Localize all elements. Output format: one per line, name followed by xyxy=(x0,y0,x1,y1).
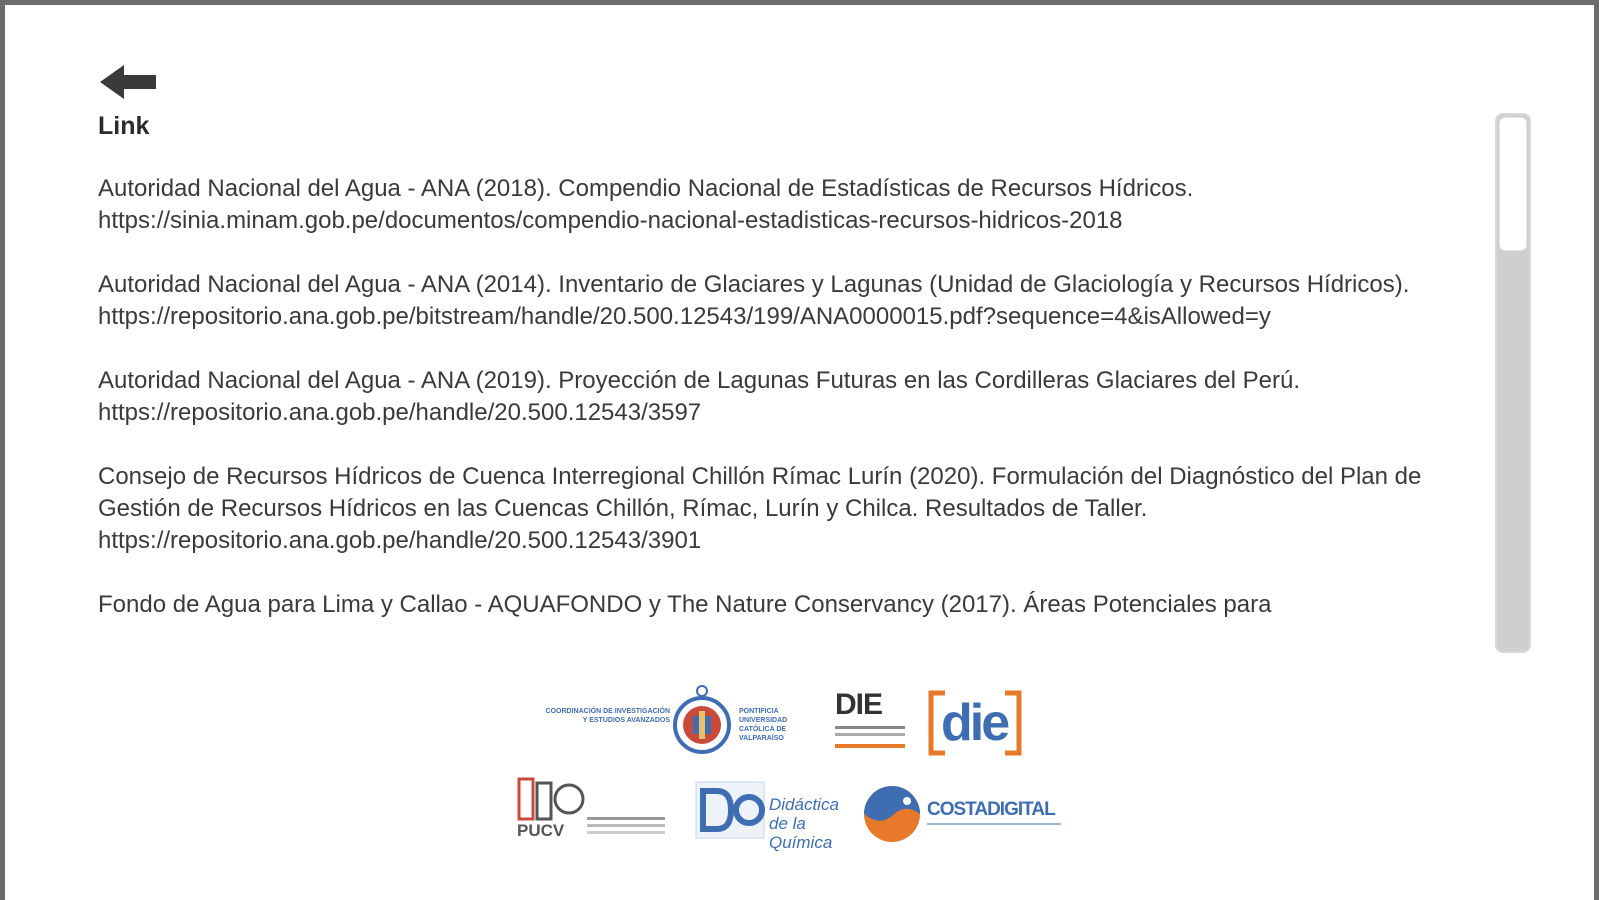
pucv-research-left-text: COORDINACIÓN DE INVESTIGACIÓN Y ESTUDIOS AVANZADOS xyxy=(545,708,670,724)
sponsor-logos xyxy=(5,685,1599,875)
pucv-research-right-text: PONTIFICIA UNIVERSIDAD CATÓLICA DE VALPARAÍSO xyxy=(739,708,788,742)
reference-item: Fondo de Agua para Lima y Callao - AQUAFONDO y The Nature Conservancy (2017). Áreas Potenciales para xyxy=(98,591,1272,618)
reference-item: Autoridad Nacional del Agua - ANA (2018). Compendio Nacional de Estadísticas de Recursos Hídricos. https://sinia.minam.gob.pe/documentos/compendio-nacional-estadisticas-recursos-hidricos-2018 xyxy=(98,175,1194,234)
pucv-small-text: PUCV xyxy=(517,821,565,840)
costadigital-logo xyxy=(863,781,1063,847)
costadigital-text: COSTADIGITAL xyxy=(927,799,1055,820)
arrow-left-icon xyxy=(98,62,158,102)
costadigital-wave-icon xyxy=(863,781,921,847)
references-scroll-area[interactable] xyxy=(98,173,1500,656)
didactica-quimica-text: Didáctica de la Química xyxy=(769,795,839,852)
reference-item: Consejo de Recursos Hídricos de Cuenca Interregional Chillón Rímac Lurín (2020). Formulación del Diagnóstico del Plan de Gestión de Recursos Hídricos en las Cuencas Chillón, Rímac, Lurín y Chilca. Resultados de Taller. https://repositorio.ana.gob.pe/handle/20.500.12543/3901 xyxy=(98,463,1422,554)
reference-item: Autoridad Nacional del Agua - ANA (2019). Proyección de Lagunas Futuras en las Cordilleras Glaciares del Perú. https://repositorio.ana.gob.pe/handle/20.500.12543/3597 xyxy=(98,367,1301,426)
pucv-research-logo xyxy=(545,685,815,757)
pucv-seal-icon xyxy=(673,685,731,757)
scrollbar[interactable] xyxy=(1495,113,1531,653)
back-link-button[interactable] xyxy=(95,60,161,144)
die-small-title: DIE xyxy=(835,688,883,721)
back-link-label: Link xyxy=(98,112,150,140)
dq-monogram-icon xyxy=(695,781,765,839)
scrollbar-thumb[interactable] xyxy=(1499,117,1527,251)
die-small-logo xyxy=(835,690,907,754)
die-large-logo xyxy=(927,690,1023,756)
references-list xyxy=(98,173,1488,621)
die-large-text: die xyxy=(941,694,1008,752)
reference-item: Autoridad Nacional del Agua - ANA (2014). Inventario de Glaciares y Lagunas (Unidad de Glaciología y Recursos Hídricos). https://repositorio.ana.gob.pe/bitstream/handle/20.500.12543/199/ANA0000015.pdf?sequence=4&isAllowed=y xyxy=(98,271,1410,330)
pucv-small-logo xyxy=(517,777,667,845)
didactica-quimica-logo xyxy=(695,781,845,852)
